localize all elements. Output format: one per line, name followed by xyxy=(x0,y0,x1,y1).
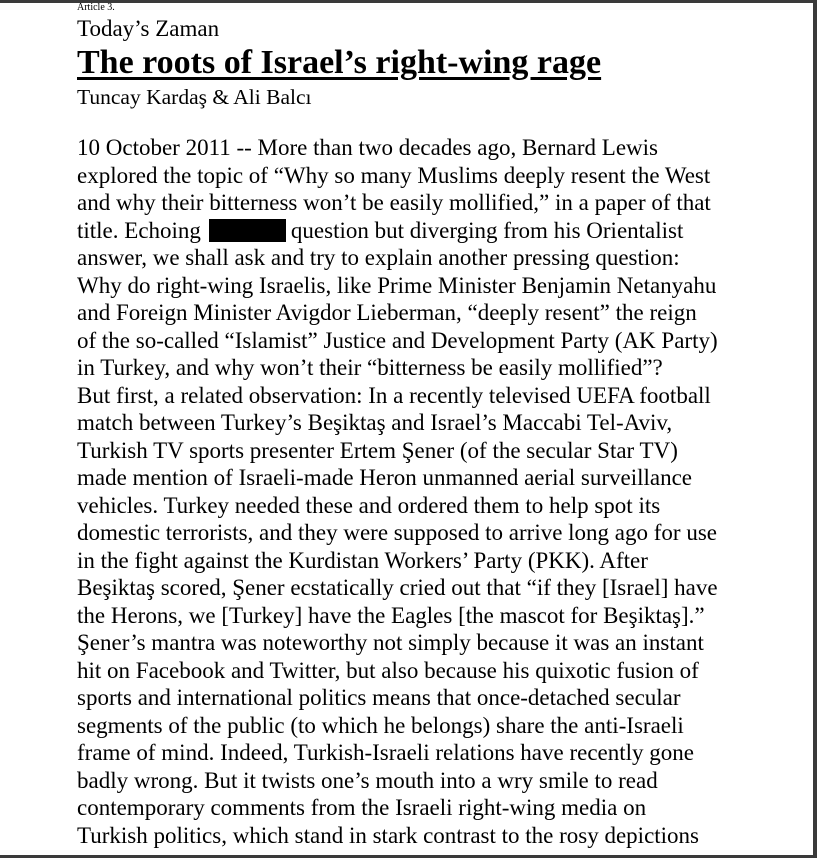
article-body xyxy=(77,134,807,849)
body-line: explored the topic of “Why so many Muslims deeply resent the West xyxy=(77,162,711,188)
body-line: frame of mind. Indeed, Turkish-Israeli relations have recently gone xyxy=(77,740,694,765)
body-line: Why do right-wing Israelis, like Prime Minister Benjamin Netanyahu xyxy=(77,272,717,298)
body-line: in Turkey, and why won’t their “bitterness be easily mollified”? xyxy=(77,355,663,380)
body-line-end: question but diverging from his Orientalist xyxy=(290,217,684,243)
body-line: and Foreign Minister Avigdor Lieberman, “deeply resent” the reign xyxy=(77,300,697,325)
article-number: Article 3. xyxy=(77,2,115,13)
body-line: in the fight against the Kurdistan Workers’ Party (PKK). After xyxy=(77,547,648,573)
body-line: sports and international politics means that once-detached secular xyxy=(77,685,681,710)
article-authors: Tuncay Kardaş & Ali Balcı xyxy=(77,85,312,109)
body-line: contemporary comments from the Israeli right-wing media on xyxy=(77,795,647,820)
body-line: domestic terrorists, and they were supposed to arrive long ago for use xyxy=(77,520,717,545)
body-line: segments of the public (to which he belongs) share the anti-Israeli xyxy=(77,712,684,738)
body-line: of the so-called “Islamist” Justice and Development Party (AK Party) xyxy=(77,327,718,353)
body-line: Turkish politics, which stand in stark contrast to the rosy depictions xyxy=(77,822,700,848)
body-line: hit on Facebook and Twitter, but also because his quixotic fusion of xyxy=(77,657,699,683)
publication-name: Today’s Zaman xyxy=(77,16,220,41)
body-line: 10 October 2011 -- More than two decades ago, Bernard Lewis xyxy=(77,135,658,160)
body-line: badly wrong. But it twists one’s mouth into a wry smile to read xyxy=(77,767,658,793)
document-page xyxy=(77,3,807,849)
body-line: Beşiktaş scored, Şener ecstatically cried out that “if they [Israel] have xyxy=(77,575,718,600)
body-line: vehicles. Turkey needed these and ordered them to help spot its xyxy=(77,492,661,518)
body-line: match between Turkey’s Beşiktaş and Israel’s Maccabi Tel-Aviv, xyxy=(77,410,673,435)
body-line-start: title. Echoing xyxy=(77,217,201,243)
body-line: Şener’s mantra was noteworthy not simply because it was an instant xyxy=(77,630,704,655)
body-line: made mention of Israeli-made Heron unmanned aerial surveillance xyxy=(77,465,692,490)
body-line-redacted xyxy=(77,217,807,245)
window-right-border xyxy=(813,0,817,858)
body-line: Turkish TV sports presenter Ertem Şener (of the secular Star TV) xyxy=(77,437,678,463)
body-line: But first, a related observation: In a recently televised UEFA football xyxy=(77,382,711,408)
body-line: answer, we shall ask and try to explain another pressing question: xyxy=(77,245,680,270)
redaction-block xyxy=(209,219,286,242)
body-line: and why their bitterness won’t be easily mollified,” in a paper of that xyxy=(77,190,711,215)
body-line: the Herons, we [Turkey] have the Eagles [the mascot for Beşiktaş].” xyxy=(77,602,705,628)
article-title: The roots of Israel’s right-wing rage xyxy=(77,44,602,81)
